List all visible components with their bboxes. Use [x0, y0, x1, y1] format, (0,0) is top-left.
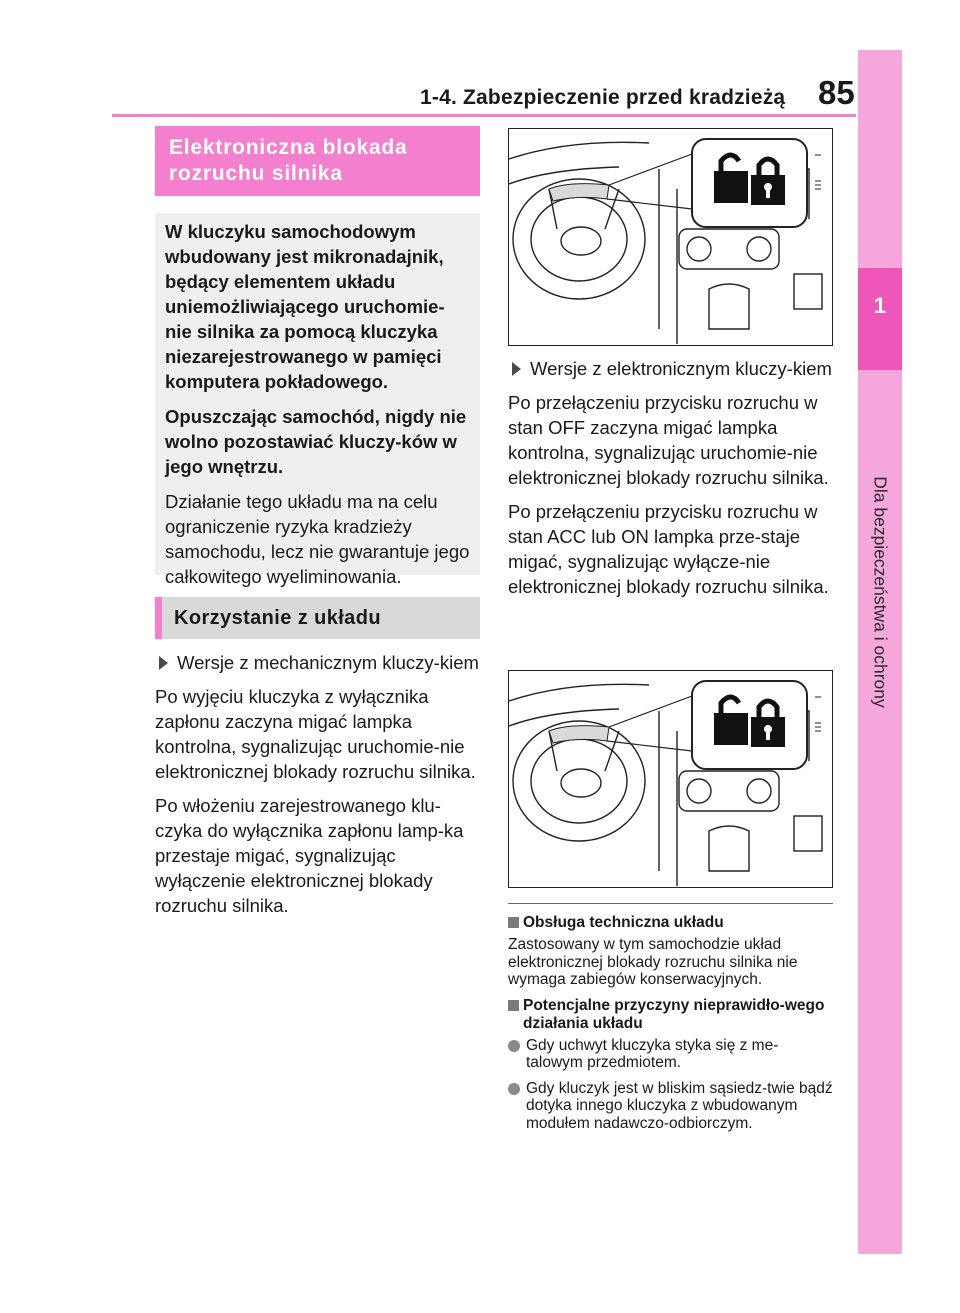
paragraph-mechanical-1: Po wyjęciu kluczyka z wyłącznika zapłonu zaczyna migać lampka kontrolna, sygnalizując uruchomie-nie elektronicznej blokady rozruchu silnika.	[155, 686, 476, 782]
left-body	[155, 650, 480, 927]
notes-section	[508, 903, 833, 1140]
paragraph-mechanical-2: Po włożeniu zarejestrowanego klu-czyka do wyłącznika zapłonu lamp-ka przestaje migać, sygnalizując wyłączenie elektronicznej blokady rozruchu silnika.	[155, 795, 464, 916]
square-bullet-icon	[508, 917, 519, 928]
note-heading-maintenance-text: Obsługa techniczna układu	[523, 914, 724, 931]
note-maintenance-text: Zastosowany w tym samochodzie układ elektronicznej blokady rozruchu silnika nie wymaga zabiegów konserwacyjnych.	[508, 936, 798, 988]
note-heading-malfunction	[508, 997, 833, 1033]
note-malfunction-item-1: Gdy uchwyt kluczyka styka się z me-talowym przedmiotem.	[508, 1037, 833, 1072]
right-body	[508, 356, 833, 608]
chapter-title: Dla bezpieczeństwa i ochrony	[870, 476, 891, 708]
note-malfunction-item-2: Gdy kluczyk jest w bliskim sąsiedz-twie bądź dotyka innego kluczyka z wbudowanym modułem nadawczo-odbiorczym.	[508, 1080, 833, 1133]
subsection-heading	[155, 597, 480, 639]
page-number: 85	[818, 74, 855, 111]
running-header-title: 1-4. Zabezpieczenie przed kradzieżą	[420, 86, 786, 109]
note-heading-malfunction-text: Potencjalne przyczyny nieprawidło-wego działania układu	[523, 996, 825, 1032]
bullet-electronic-key: Wersje z elektronicznym kluczy-kiem	[508, 356, 833, 381]
intro-box	[155, 213, 480, 587]
section-heading	[155, 126, 480, 196]
square-bullet-icon	[508, 1000, 519, 1011]
paragraph-electronic-2: Po przełączeniu przycisku rozruchu w stan ACC lub ON lampka prze-staje migać, sygnalizując wyłącze-nie elektronicznej blokady rozruchu silnika.	[508, 501, 829, 597]
subsection-heading-text: Korzystanie z układu	[174, 607, 381, 629]
chapter-number: 1	[873, 293, 887, 318]
section-heading-text: Elektroniczna blokada rozruchu silnika	[169, 136, 408, 185]
intro-text: Działanie tego układu ma na celu ograniczenie ryzyka kradzieży samochodu, lecz nie gwarantuje jego całkowitego wyeliminowania.	[165, 491, 470, 587]
note-heading-maintenance	[508, 914, 833, 932]
intro-bold-1: W kluczyku samochodowym wbudowany jest mikronadajnik, będący elementem układu uniemożliwiającego uruchomie-nie silnika za pomocą kluczyka niezarejestrowanego w pamięci komputera pokładowego.	[165, 221, 445, 392]
dashboard-illustration-2	[508, 670, 833, 888]
header-divider	[112, 114, 856, 117]
paragraph-electronic-1: Po przełączeniu przycisku rozruchu w stan OFF zaczyna migać lampka kontrolna, sygnalizując uruchomie-nie elektronicznej blokady rozruchu silnika.	[508, 392, 829, 488]
dashboard-drawing	[509, 671, 831, 886]
dashboard-illustration-1	[508, 128, 833, 346]
bullet-mechanical-key: Wersje z mechanicznym kluczy-kiem	[155, 650, 480, 675]
intro-bold-2: Opuszczając samochód, nigdy nie wolno pozostawiać kluczy-ków w jego wnętrzu.	[165, 406, 467, 477]
dashboard-drawing	[509, 129, 831, 344]
